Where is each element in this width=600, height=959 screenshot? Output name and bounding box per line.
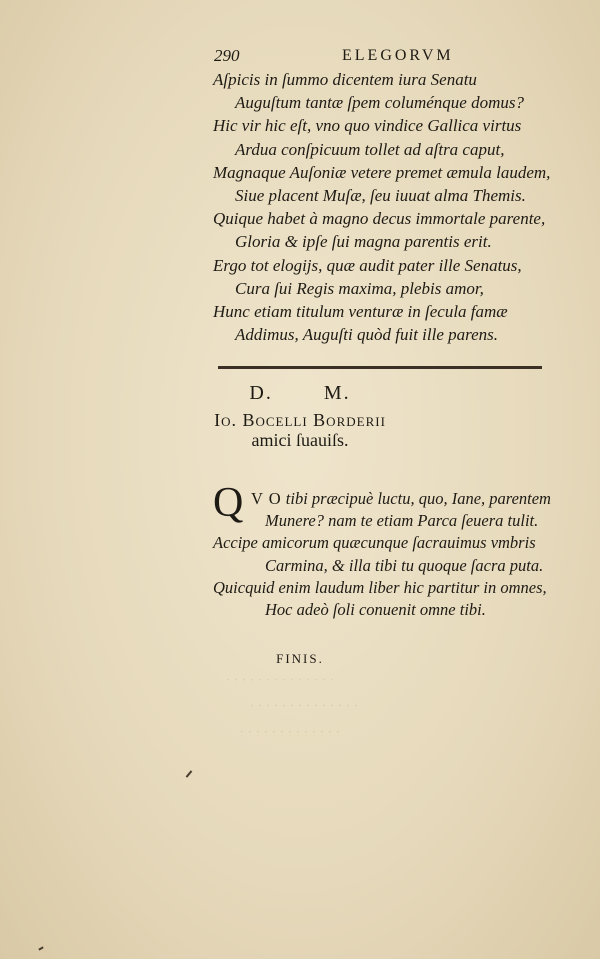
- epitaph-line: Hoc adeò ſoli conuenit omne tibi.: [265, 599, 486, 619]
- poem-line: Ardua conſpicuum tollet ad aſtra caput,: [235, 139, 505, 159]
- section-divider: [218, 366, 542, 369]
- epitaph-name: Io. Bocelli Borderii: [214, 410, 386, 430]
- poem-line: Addimus, Auguſti quòd fuit ille parens.: [235, 325, 499, 345]
- poem-line: Cura ſui Regis maxima, plebis amor,: [235, 278, 484, 298]
- poem-line: Gloria & ipſe ſui magna parentis erit.: [235, 232, 492, 252]
- poem: [213, 68, 550, 346]
- running-head: ELEGORVM: [342, 47, 454, 64]
- epitaph-line-text: tibi præcipuè luctu, quo, Iane, parentem: [285, 489, 551, 508]
- epitaph-line: Quicquid enim laudum liber hic partitur in omnes,: [213, 577, 547, 597]
- poem-line: Hunc etiam titulum venturæ in ſecula famæ: [213, 301, 508, 321]
- dm-heading: [0, 382, 600, 405]
- poem-line: Ergo tot elogijs, quæ audit pater ille Senatus,: [213, 255, 522, 275]
- poem-line: Magnaque Auſoniæ vetere premet æmula laudem,: [213, 162, 551, 182]
- dm-right: M.: [323, 382, 351, 404]
- epitaph-poem: [213, 488, 551, 621]
- epitaph-dedication: amici ſuauiſs.: [251, 430, 349, 450]
- poem-line: Siue placent Muſæ, ſeu iuuat alma Themis.: [235, 185, 526, 205]
- bleed-through-text: · · · · · · · · · · · · · ·: [250, 698, 358, 715]
- poem-line: Hic vir hic eſt, vno quo vindice Gallica virtus: [213, 116, 522, 136]
- epitaph-line: Carmina, & illa tibi tu quoque ſacra puta.: [265, 555, 544, 575]
- poem-line: Quique habet à magno decus immortale parente,: [213, 209, 546, 229]
- page-number: 290: [214, 46, 240, 65]
- bleed-through-text: · · · · · · · · · · · · · ·: [226, 672, 334, 689]
- drop-cap: Q: [213, 480, 244, 526]
- finis: FINIS.: [276, 651, 324, 666]
- dm-left: D.: [249, 382, 273, 404]
- stray-ink-mark: [186, 770, 193, 777]
- page-header: [214, 46, 534, 68]
- poem-line: Aſpicis in ſummo dicentem iura Senatu: [213, 70, 477, 89]
- epitaph-first-word: V O: [251, 489, 282, 508]
- epitaph-line: Munere? nam te etiam Parca ſeuera tulit.: [265, 511, 539, 531]
- bleed-through-text: · · · · · · · · · · · · ·: [240, 724, 340, 741]
- stray-ink-mark: [38, 946, 43, 950]
- epitaph-line: Accipe amicorum quæcunque ſacrauimus vmbris: [213, 533, 536, 553]
- poem-line: Auguſtum tantæ ſpem columénque domus?: [235, 93, 524, 113]
- epitaph-line: [213, 488, 551, 510]
